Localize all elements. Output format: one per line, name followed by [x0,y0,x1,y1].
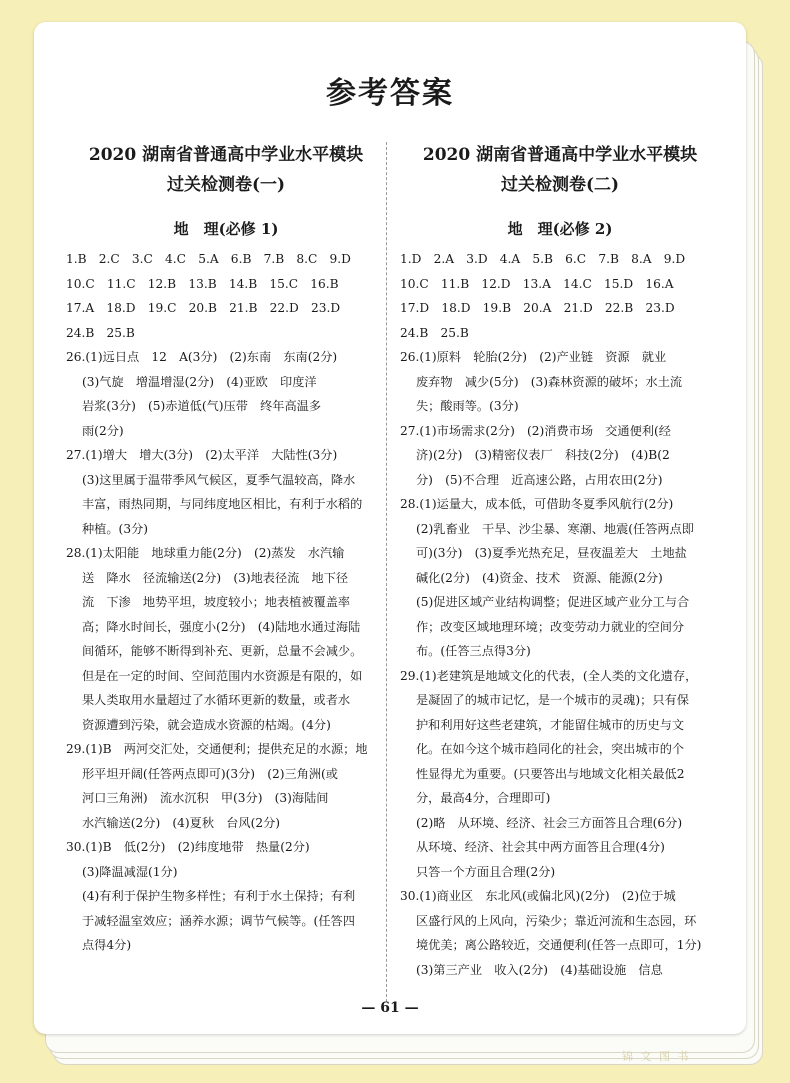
answer-line: 果人类取用水量超过了水循环更新的数量，或者水 [82,693,351,707]
answer-line: 24.B 25.B [66,325,135,340]
answer-line: 29.(1)老建筑是地域文化的代表，(全人类的文化遗存， [400,668,698,683]
answer-line: (3)这里属于温带季风气候区，夏季气温较高，降水 [82,472,356,487]
left-answer-body [66,247,386,958]
answer-line: 丰富，雨热同期，与同纬度地区相比，有利于水稻的 [82,497,363,511]
left-exam-title-line2: 过关检测卷(一) [166,175,286,195]
publisher-watermark: 锦 文 图 书 [622,1050,691,1063]
answer-line: 化。在如今这个城市趋同化的社会，突出城市的个 [416,742,685,756]
answer-line: 性显得尤为重要。(只要答出与地域文化相关最低2 [416,766,685,781]
answer-line: 境优美；离公路较近，交通便利(任答一点即可，1分) [416,938,702,952]
answer-line: 区盛行风的上风向，污染少；靠近河流和生态园，环 [416,913,697,928]
answer-line: 但是在一定的时间、空间范围内水资源是有限的，如 [82,668,363,683]
answer-line: 资源遭到污染，就会造成水资源的枯竭。(4分) [82,717,331,732]
answer-line: 28.(1)运量大，成本低，可借助冬夏季风航行(2分) [400,497,674,511]
right-answer-body [400,247,720,982]
right-column [400,140,720,982]
left-column [66,140,386,958]
answer-line: 26.(1)远日点 12 A(3分) (2)东南 东南(2分) [66,350,338,364]
answer-line: 29.(1)B 两河交汇处，交通便利；提供充足的水源；地 [66,742,368,756]
answer-line: (3)第三产业 收入(2分) (4)基础设施 信息 [416,962,663,977]
answer-line: 点得4分) [82,938,132,952]
answer-line: 从环境、经济、社会其中两方面答且合理(4分) [416,840,665,854]
answer-line: (3)降温减湿(1分) [82,864,178,879]
answer-line: (5)促进区域产业结构调整；促进区域产业分工与合 [416,595,690,609]
answer-line: 17.A 18.D 19.C 20.B 21.B 22.D 23.D [66,301,341,315]
answer-line: 可)(3分) (3)夏季光热充足，昼夜温差大 土地盐 [416,546,687,560]
right-exam-title-line1: 2020 湖南省普通高中学业水平模块 [422,145,698,165]
answer-line: (4)有利于保护生物多样性；有利于水土保持；有利 [82,889,356,903]
answer-line: 24.B 25.B [400,325,469,340]
answer-line: 分，最高4分，合理即可) [416,791,551,805]
answer-line: 30.(1)B 低(2分) (2)纬度地带 热量(2分) [66,840,310,854]
answer-line: 济)(2分) (3)精密仪表厂 科技(2分) (4)B(2 [416,448,670,462]
answer-line: 河口三角洲) 流水沉积 甲(3分) (3)海陆间 [82,791,329,805]
answer-line: 高；降水时间长，强度小(2分) (4)陆地水通过海陆 [82,619,361,634]
answer-line: 1.D 2.A 3.D 4.A 5.B 6.C 7.B 8.A 9.D [400,252,686,266]
answer-line: 失；酸雨等。(3分) [416,399,519,413]
answer-line: (2)乳畜业 干旱、沙尘暴、寒潮、地震(任答两点即 [416,521,694,536]
right-subject-heading: 地 理(必修 2) [507,220,613,238]
left-exam-title [66,140,386,200]
page-number: — 61 — [361,1000,419,1016]
answer-line: 种植。(3分) [82,521,149,536]
answer-line: 27.(1)增大 增大(3分) (2)太平洋 大陆性(3分) [66,448,338,462]
answer-line: 流 下渗 地势平坦，坡度较小；地表植被覆盖率 [82,595,351,609]
answer-line: 水汽输送(2分) (4)夏秋 台风(2分) [82,815,281,830]
answer-line: 于减轻温室效应；涵养水源；调节气候等。(任答四 [82,913,355,928]
answer-line: 作；改变区域地理环境；改变劳动力就业的空间分 [416,619,685,634]
answer-line: (2)略 从环境、经济、社会三方面答且合理(6分) [416,815,683,830]
right-exam-title [400,140,720,200]
answer-line: 废弃物 减少(5分) (3)森林资源的破坏；水土流 [416,374,683,389]
answer-page [34,22,746,1034]
answer-line: 间循环，能够不断得到补充、更新，总量不会减少。 [82,644,363,658]
answer-line: 岩浆(3分) (5)赤道低(气)压带 终年高温多 [82,399,322,413]
right-exam-title-line2: 过关检测卷(二) [500,175,620,195]
answer-line: 10.C 11.B 12.D 13.A 14.C 15.D 16.A [400,276,674,291]
left-exam-title-line1: 2020 湖南省普通高中学业水平模块 [88,145,364,165]
answer-line: 28.(1)太阳能 地球重力能(2分) (2)蒸发 水汽输 [66,546,345,560]
left-subject-heading: 地 理(必修 1) [173,220,279,238]
answer-line: 护和利用好这些老建筑，才能留住城市的历史与文 [416,717,685,732]
answer-line: 形平坦开阔(任答两点即可)(3分) (2)三角洲(或 [82,766,338,781]
answer-line: 碱化(2分) (4)资金、技术 资源、能源(2分) [416,570,663,585]
answer-line: 只答一个方面且合理(2分) [416,864,556,879]
answer-line: 分) (5)不合理 近高速公路，占用农田(2分) [416,472,663,487]
answer-line: 雨(2分) [82,423,124,438]
answer-line: 10.C 11.C 12.B 13.B 14.B 15.C 16.B [66,276,339,291]
answer-line: 27.(1)市场需求(2分) (2)消费市场 交通便利(经 [400,423,671,438]
answer-line: 送 降水 径流输送(2分) (3)地表径流 地下径 [82,570,349,585]
answer-line: 1.B 2.C 3.C 4.C 5.A 6.B 7.B 8.C 9.D [66,252,351,266]
answer-line: 26.(1)原料 轮胎(2分) (2)产业链 资源 就业 [400,350,667,364]
answer-line: 布。(任答三点得3分) [416,644,531,658]
answer-line: 17.D 18.D 19.B 20.A 21.D 22.B 23.D [400,301,675,315]
answer-line: 30.(1)商业区 东北风(或偏北风)(2分) (2)位于城 [400,889,676,903]
answer-line: 是凝固了的城市记忆，是一个城市的灵魂)；只有保 [416,693,689,707]
answer-line: (3)气旋 增温增湿(2分) (4)亚欧 印度洋 [82,374,317,389]
column-divider [386,142,387,1002]
page-title: 参考答案 [326,76,454,111]
